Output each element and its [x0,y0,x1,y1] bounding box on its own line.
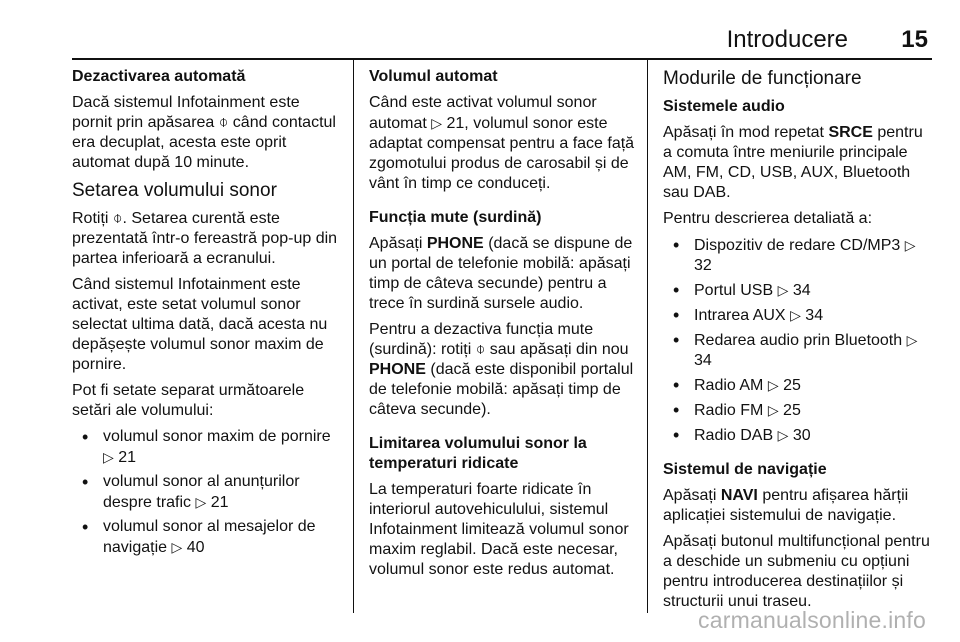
page-header [0,0,960,60]
list-item: • Radio FM ▷ 25 [663,400,933,421]
page-ref-icon: ▷ [904,237,916,253]
phone-key: PHONE [369,361,426,378]
page-ref-icon: ▷ [767,402,779,418]
paragraph-volume-1: Rotiți ⌽. Setarea curentă este prezentată într-o fereastră pop-up din partea inferioară a ecranului. [72,210,338,267]
srce-key: SRCE [828,124,873,141]
list-item: • Dispozitiv de redare CD/MP3 ▷ 32 [663,235,933,276]
list-item: • Radio DAB ▷ 30 [663,425,933,446]
paragraph-temperature: La temperaturi foarte ridicate în interiorul autovehiculului, sistemul Infotainment limitează volumul sonor maxim reglabil. Dacă este necesar, volumul sonor este redus automat. [369,481,629,578]
volume-settings-list [72,427,344,558]
list-item: • Intrarea AUX ▷ 34 [663,305,933,326]
phone-key: PHONE [426,235,484,252]
column-right [663,67,933,618]
column-divider-left [353,60,354,613]
heading-mute: Funcția mute (surdină) [369,209,542,226]
paragraph-multifunction: Apăsați butonul multifuncțional pentru a deschide un submeniu cu opțiuni pentru introducerea destinațiilor și structurii unui traseu. [663,533,930,610]
heading-audio-systems: Sistemele audio [663,98,785,115]
heading-navigation: Sistemul de navigație [663,461,827,478]
list-item: • volumul sonor al anunțurilor despre trafic ▷ 21 [72,472,344,513]
page-ref-icon: ▷ [103,449,114,465]
paragraph-mute: Apăsați PHONE (dacă se dispune de un portal de telefonie mobilă: apăsați timp de câteva secunde) pentru a trece în surdină sursele audio. [369,235,633,312]
paragraph-volume-3: Pot fi setate separat următoarele setări ale volumului: [72,382,305,419]
column-left [72,67,344,566]
paragraph-volume-2: Când sistemul Infotainment este activat, este setat volumul sonor selectat ultima dată, dacă acesta nu depășește volumul sonor maxim de pornire. [72,276,328,373]
page-ref-icon: ▷ [777,282,789,298]
page-ref-icon: ▷ [906,332,918,348]
heading-auto-off: Dezactivarea automată [72,68,246,85]
paragraph-auto-volume: Când este activat volumul sonor automat ▷ 21, volumul sonor este adaptat compensat pentru a face față zgomotului produs de carosabil și de vânt în timp ce conduceți. [369,94,635,192]
page-ref-icon: ▷ [195,494,207,510]
column-middle [369,67,637,586]
paragraph-auto-off: Dacă sistemul Infotainment este pornit prin apăsarea ⌽ când contactul era decuplat, acesta este oprit automat după 10 minute. [72,94,336,171]
list-item: • Radio AM ▷ 25 [663,375,933,396]
page-ref-icon: ▷ [171,539,183,555]
paragraph-description: Pentru descrierea detaliată a: [663,210,873,227]
page-ref-icon: ▷ [790,307,801,323]
list-item: • Redarea audio prin Bluetooth ▷ 34 [663,330,933,371]
audio-sources-list [663,235,933,446]
heading-modes: Modurile de funcționare [663,68,862,89]
list-item: • volumul sonor al mesajelor de navigație ▷ 40 [72,517,344,558]
header-rule [72,58,932,60]
page-ref-icon: ▷ [431,115,443,131]
paragraph-navigation: Apăsați NAVI pentru afișarea hărții aplicației sistemului de navigație. [663,487,909,524]
header-title: Introducere [726,26,848,53]
page-ref-icon: ▷ [777,427,789,443]
list-item: • Portul USB ▷ 34 [663,280,933,301]
page-number: 15 [901,26,928,53]
list-item: • volumul sonor maxim de pornire ▷ 21 [72,427,344,468]
paragraph-audio: Apăsați în mod repetat SRCE pentru a comuta între meniurile principale AM, FM, CD, USB, AUX, Bluetooth sau DAB. [663,124,923,201]
column-divider-right [647,60,648,613]
heading-auto-volume: Volumul automat [369,68,498,85]
heading-temperature: Limitarea volumului sonor la temperaturi ridicate [369,435,587,472]
page-ref-icon: ▷ [767,377,779,393]
heading-volume: Setarea volumului sonor [72,180,277,201]
paragraph-unmute: Pentru a dezactiva funcția mute (surdină): rotiți ⌽ sau apăsați din nou PHONE (dacă este disponibil portalul de telefonie mobilă: apăsați timp de câteva secunde). [369,321,634,418]
watermark: carmanualsonline.info [698,607,926,633]
navi-key: NAVI [720,487,758,504]
